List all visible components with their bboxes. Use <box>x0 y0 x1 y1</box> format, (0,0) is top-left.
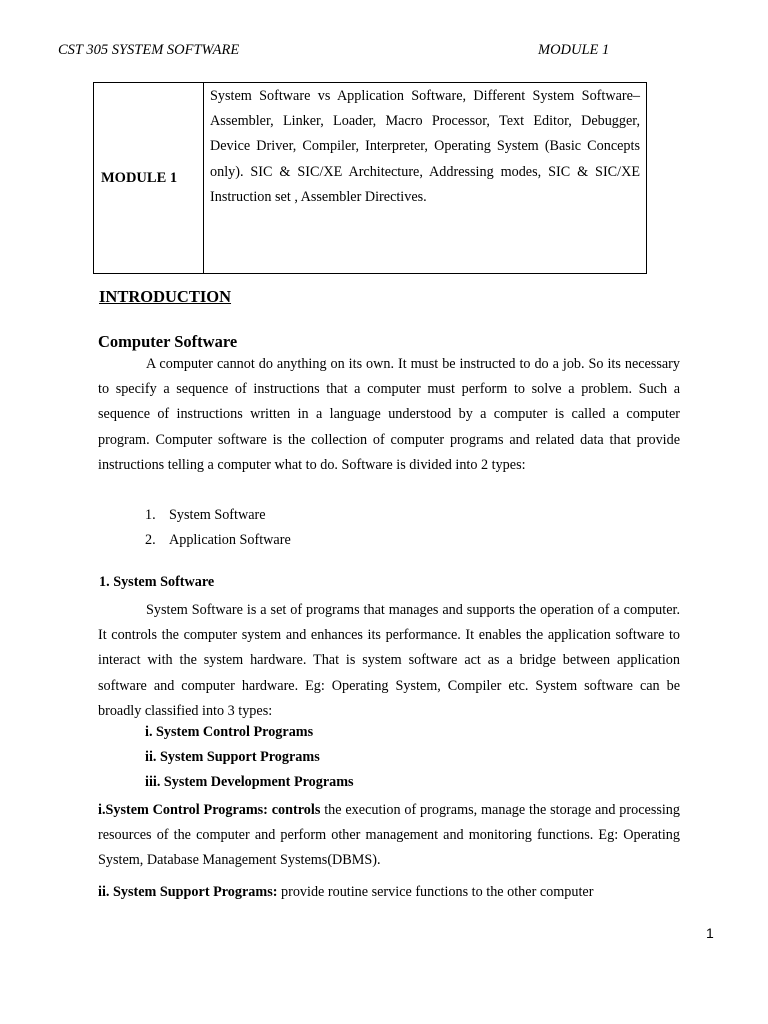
heading-system-software: 1. System Software <box>99 574 215 590</box>
class-system-development: iii. System Development Programs <box>145 774 354 790</box>
term-system-control: i.System Control Programs: controls <box>98 802 321 818</box>
running-header-title: CST 305 SYSTEM SOFTWARE <box>58 42 240 58</box>
definition-system-support: provide routine service functions to the other computer <box>277 884 594 900</box>
list-number: 1. <box>145 507 156 523</box>
module-content-cell: System Software vs Application Software, Different System Software– Assembler, Linker, Loader, Macro Processor, Text Editor, Debugger, Device Driver, Compiler, Interpreter, Operating System (Basic Concepts only). SIC & SIC/XE Architecture, Addressing modes, SIC & SIC/XE Instruction set , Assembler Directives. <box>210 88 640 205</box>
definition-system-control: the execution of programs, manage the storage and processing resources of the computer and perform other management and monitoring functions. Eg: Operating System, Database Management Systems(DBMS). <box>98 802 680 869</box>
page-number: 1 <box>706 925 714 941</box>
module-label-cell: MODULE 1 <box>94 83 204 273</box>
section-heading-introduction: INTRODUCTION <box>99 287 232 306</box>
paragraph-system-control-programs <box>98 798 680 874</box>
paragraph-system-support-programs <box>98 880 680 905</box>
list-item-application-software <box>145 528 291 553</box>
class-system-support: ii. System Support Programs <box>145 749 320 765</box>
paragraph-computer-software: A computer cannot do anything on its own. It must be instructed to do a job. So its necessary to specify a sequence of instructions that a computer must perform to solve a problem. Such a sequence of instructions written in a language understood by a computer is called a computer program. Computer software is the collection of computer programs and related data that provide instructions telling a computer what to do. Software is divided into 2 types: <box>98 356 680 473</box>
list-label: Application Software <box>169 532 291 548</box>
subheading-computer-software: Computer Software <box>98 332 238 351</box>
paragraph-system-software: System Software is a set of programs that manages and supports the operation of a computer. It controls the computer system and enhances its performance. It enables the application software to interact with the system hardware. That is system software act as a bridge between application software and computer hardware. Eg: Operating System, Compiler etc. System software can be broadly classified into 3 types: <box>98 602 680 719</box>
running-header-module: MODULE 1 <box>538 42 610 58</box>
list-label: System Software <box>169 507 266 523</box>
term-system-support: ii. System Support Programs: <box>98 884 278 900</box>
module-syllabus-table <box>93 82 647 274</box>
class-system-control: i. System Control Programs <box>145 724 314 740</box>
list-item-system-software <box>145 503 266 528</box>
list-number: 2. <box>145 532 156 548</box>
